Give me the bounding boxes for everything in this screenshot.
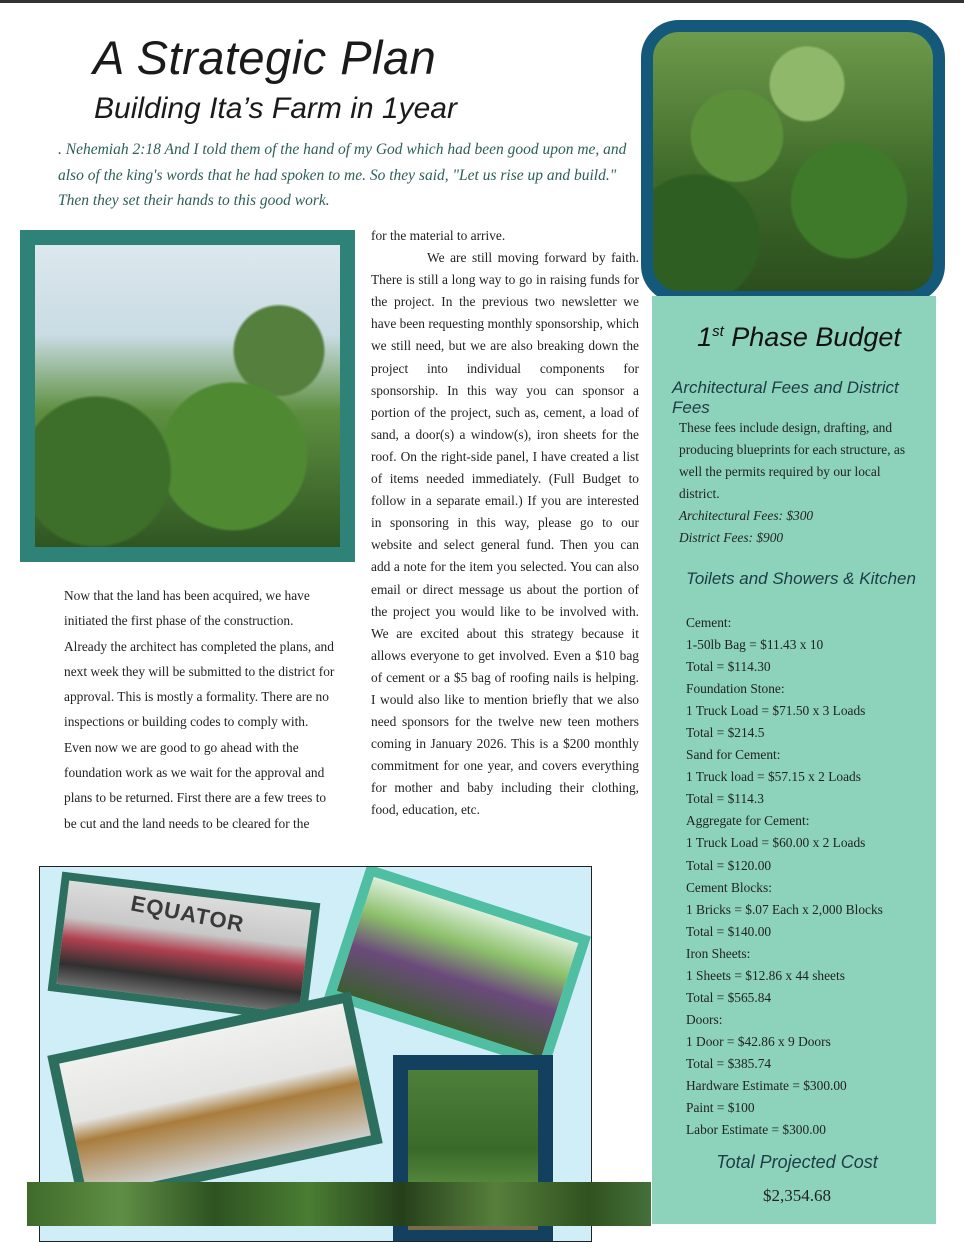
budget-line: Total = $385.74 bbox=[686, 1055, 772, 1071]
budget-line: 1 Door = $42.86 x 9 Doors bbox=[686, 1033, 831, 1049]
district-fee: District Fees: $900 bbox=[679, 530, 784, 545]
article-paragraph: We are still moving forward by faith. There is still a long way to go in raising funds for the project. In the previous two newsletter we have been requesting monthly sponsorship, which we still need, but we are also breaking down the project into individual components for sponsorship. In this way you can sponsor a portion of the project, such as, cement, a load of sand, a door(s) a window(s), iron sheets for the roof. On the right-side panel, I have created a list of items needed immediately. (Full Budget to follow in a separate email.) If you are interested in sponsoring in this way, please go to our website and select general fund. Then you can add a note for the item you selected. You can also email or direct message us about the portion of the project you would like to be involved with. We are excited about this strategy because it allows everyone to get involved. Even a $10 bag of cement or a $5 bag of roofing nails is helping. I would also like to mention briefly that we also need sponsors for the twelve new teen mothers coming in January 2026. This is a $200 monthly commitment for one year, and covers everything for mother and baby including their clothing, food, education, etc. bbox=[371, 250, 639, 818]
toilets-heading: Toilets and Showers & Kitchen bbox=[686, 569, 916, 588]
article-continuation: for the material to arrive. bbox=[371, 228, 506, 243]
architectural-fee: Architectural Fees: $300 bbox=[679, 508, 814, 523]
budget-line: Cement: bbox=[686, 615, 732, 630]
scripture-verse: . Nehemiah 2:18 And I told them of the hand of my God which had been good upon me, and also of the king's words that he had spoken to me. So they said, "Let us rise up and build." Then they set their hands to this good work. bbox=[58, 141, 627, 209]
page-subtitle: Building Ita’s Farm in 1year bbox=[94, 92, 457, 125]
budget-line: Total = $120.00 bbox=[686, 857, 772, 873]
tree-line-banner bbox=[27, 1182, 651, 1226]
budget-line: Hardware Estimate = $300.00 bbox=[686, 1077, 847, 1093]
budget-title-suffix: st bbox=[712, 323, 724, 340]
budget-line: Total = $114.3 bbox=[686, 791, 764, 807]
budget-line: 1 Truck load = $57.15 x 2 Loads bbox=[686, 769, 861, 785]
equator-sign-text: EQUATOR bbox=[128, 890, 247, 937]
budget-line: Doors: bbox=[686, 1011, 723, 1027]
top-rule bbox=[0, 0, 964, 3]
teen-mothers-group-photo bbox=[324, 866, 591, 1070]
budget-line: 1 Truck Load = $71.50 x 3 Loads bbox=[686, 703, 866, 719]
article-right-column bbox=[371, 225, 639, 822]
budget-line: 1 Truck Load = $60.00 x 2 Loads bbox=[686, 835, 866, 851]
budget-line: Total = $565.84 bbox=[686, 989, 772, 1005]
fees-desc: These fees include design, drafting, and producing blueprints for each structure, as well the permits required by our local district. bbox=[679, 420, 906, 501]
indoor-gathering-photo bbox=[47, 991, 382, 1207]
article-paragraph: Now that the land has been acquired, we have initiated the first phase of the construction. Already the architect has completed the plans, and next week they will be submitted to the district for approval. This is mostly a formality. There are no inspections or building codes to comply with. Even now we are good to go ahead with the foundation work as we wait for the approval and plans to be returned. First there are a few trees to be cut and the land needs to be cleared for the bbox=[64, 588, 335, 831]
equator-group-photo bbox=[48, 872, 321, 1023]
budget-line: 1-50lb Bag = $11.43 x 10 bbox=[686, 637, 824, 653]
budget-line: Total = $214.5 bbox=[686, 725, 765, 741]
farm-landscape-photo bbox=[20, 230, 355, 562]
budget-line: Cement Blocks: bbox=[686, 879, 772, 895]
total-cost-value: $2,354.68 bbox=[763, 1186, 831, 1205]
budget-line: Paint = $100 bbox=[686, 1100, 755, 1116]
fees-description bbox=[679, 417, 919, 549]
budget-line: Sand for Cement: bbox=[686, 747, 781, 763]
page-title: A Strategic Plan bbox=[93, 31, 437, 84]
budget-line: Aggregate for Cement: bbox=[686, 813, 810, 829]
fees-heading: Architectural Fees and District Fees bbox=[672, 378, 899, 417]
budget-title bbox=[652, 322, 946, 353]
budget-line: Foundation Stone: bbox=[686, 681, 785, 697]
article-left-column bbox=[64, 583, 336, 836]
budget-line: Labor Estimate = $300.00 bbox=[686, 1122, 826, 1138]
budget-line: Total = $140.00 bbox=[686, 923, 772, 939]
budget-items-list bbox=[686, 612, 936, 1141]
budget-title-number: 1 bbox=[697, 322, 713, 352]
budget-line: Total = $114.30 bbox=[686, 659, 771, 675]
budget-panel bbox=[652, 296, 936, 1224]
budget-line: 1 Sheets = $12.86 x 44 sheets bbox=[686, 967, 845, 983]
budget-line: Iron Sheets: bbox=[686, 945, 751, 961]
budget-line: 1 Bricks = $.07 Each x 2,000 Blocks bbox=[686, 901, 883, 917]
forest-vegetation-photo bbox=[641, 20, 945, 303]
total-cost-heading: Total Projected Cost bbox=[716, 1152, 878, 1172]
budget-title-text: Phase Budget bbox=[723, 322, 901, 352]
